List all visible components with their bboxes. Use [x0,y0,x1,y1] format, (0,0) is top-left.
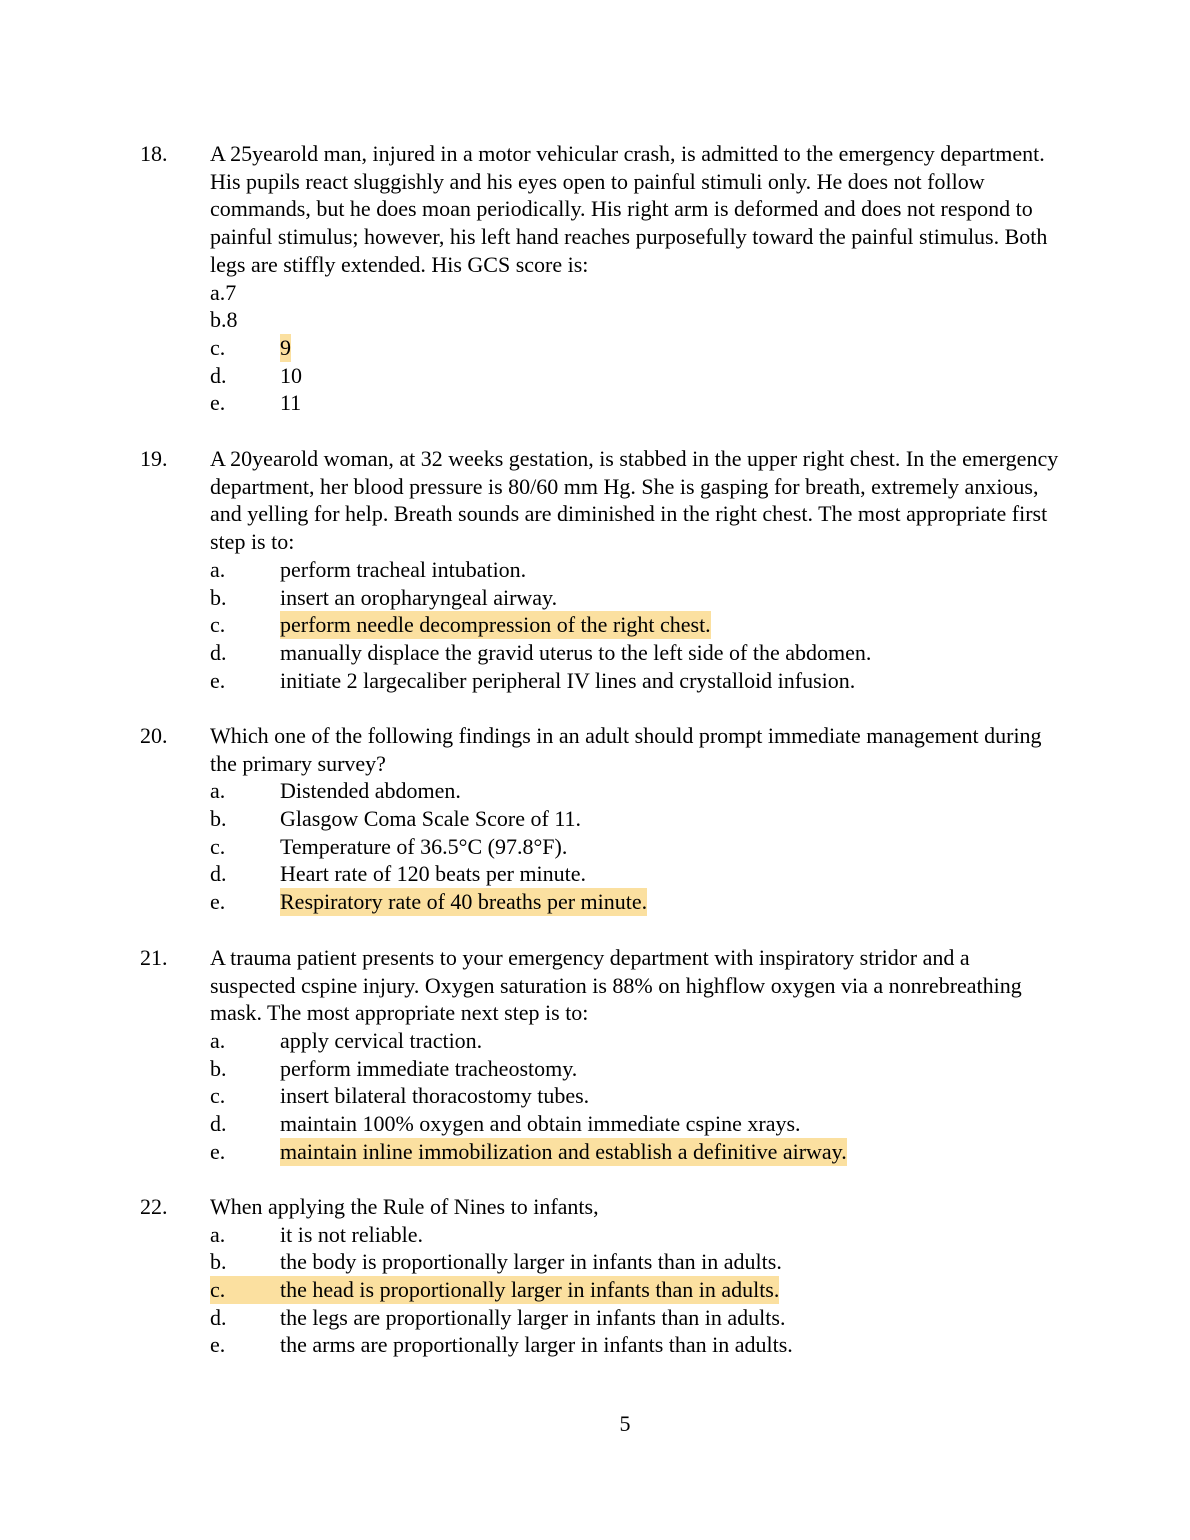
option-letter: d. [210,1111,227,1137]
option-letter: b.8 [210,307,238,333]
option-e [210,667,1060,695]
option-letter: a.7 [210,279,237,305]
option-b [210,1248,1060,1276]
option-letter: b. [210,1055,227,1081]
option-e [210,1138,1060,1166]
question-stem: When applying the Rule of Nines to infants, [210,1194,599,1219]
option-text: 11 [280,390,302,416]
option-text: maintain 100% oxygen and obtain immediate cspine xrays. [280,1111,801,1137]
option-a [210,279,1060,307]
option-text: perform immediate tracheostomy. [280,1055,578,1081]
option-text-highlighted: perform needle decompression of the right chest. [280,612,711,638]
option-letter: d. [210,861,227,887]
option-d [210,639,1060,667]
option-text: it is not reliable. [280,1221,423,1247]
option-b [210,1055,1060,1083]
option-letter: a. [210,1221,226,1247]
option-e [210,389,1060,417]
option-text: Temperature of 36.5°C (97.8°F). [280,833,568,859]
question-number: 22. [140,1194,168,1219]
option-letter: d. [210,639,227,665]
option-a [210,1027,1060,1055]
option-text: insert an oropharyngeal airway. [280,584,558,610]
option-b [210,306,1060,334]
option-text: Distended abdomen. [280,778,461,804]
question-20 [140,722,1060,916]
option-text-highlighted: Respiratory rate of 40 breaths per minute. [280,889,648,915]
option-letter: a. [210,556,226,582]
option-text-highlighted: maintain inline immobilization and establish a definitive airway. [280,1138,847,1164]
option-letter: b. [210,584,227,610]
option-letter: e. [210,1332,226,1358]
question-number: 20. [140,723,168,748]
option-e [210,888,1060,916]
option-b [210,805,1060,833]
option-letter: e. [210,390,226,416]
question-number: 21. [140,945,168,970]
option-letter: c. [210,833,226,859]
option-text: insert bilateral thoracostomy tubes. [280,1083,590,1109]
option-c [210,611,1060,639]
option-letter: b. [210,806,227,832]
option-letter: c. [210,1083,226,1109]
option-d [210,1304,1060,1332]
option-letter: c. [210,1276,280,1304]
question-stem: Which one of the following findings in an adult should prompt immediate management during the primary survey? [210,723,1042,776]
option-b [210,584,1060,612]
option-letter: e. [210,1138,226,1164]
question-21 [140,944,1060,1166]
option-letter: e. [210,667,226,693]
option-text-highlighted: 9 [280,334,291,360]
question-stem: A 20yearold woman, at 32 weeks gestation, is stabbed in the upper right chest. In the emergency department, her blood pressure is 80/60 mm Hg. She is gasping for breath, extremely anxious, and yelling for help. Breath sounds are diminished in the right chest. The most appropriate first step is to: [210,446,1059,555]
option-a [210,556,1060,584]
option-c [210,334,1060,362]
option-d [210,1110,1060,1138]
option-d [210,860,1060,888]
option-text-highlighted: the head is proportionally larger in infants than in adults. [280,1277,780,1303]
option-text: manually displace the gravid uterus to the left side of the abdomen. [280,639,872,665]
question-18 [140,140,1060,417]
option-c [210,1082,1060,1110]
option-text: Glasgow Coma Scale Score of 11. [280,806,582,832]
option-e [210,1331,1060,1359]
option-letter: c. [210,612,226,638]
question-number: 19. [140,446,168,471]
option-text: 10 [280,362,302,388]
question-stem: A trauma patient presents to your emergency department with inspiratory stridor and a suspected cspine injury. Oxygen saturation is 88% on highflow oxygen via a nonrebreathing mask. The most appropriate next step is to: [210,945,1022,1026]
option-text: the body is proportionally larger in infants than in adults. [280,1249,782,1275]
option-a [210,777,1060,805]
question-stem: A 25yearold man, injured in a motor vehicular crash, is admitted to the emergency department. His pupils react sluggishly and his eyes open to painful stimuli only. He does not follow commands, but he does moan periodically. His right arm is deformed and does not respond to painful stimulus; however, his left hand reaches purposefully toward the painful stimulus. Both legs are stiffly extended. His GCS score is: [210,141,1048,277]
option-text: apply cervical traction. [280,1028,483,1054]
option-c [210,833,1060,861]
option-letter: b. [210,1249,227,1275]
option-letter: a. [210,1028,226,1054]
question-19 [140,445,1060,694]
option-text: initiate 2 largecaliber peripheral IV lines and crystalloid infusion. [280,667,856,693]
option-text: the arms are proportionally larger in infants than in adults. [280,1332,793,1358]
option-d [210,362,1060,390]
option-letter: d. [210,362,227,388]
option-a [210,1221,1060,1249]
option-letter: a. [210,778,226,804]
option-letter: c. [210,334,226,360]
question-22 [140,1193,1060,1359]
question-number: 18. [140,141,168,166]
option-text: Heart rate of 120 beats per minute. [280,861,587,887]
option-text: perform tracheal intubation. [280,556,527,582]
page-number: 5 [619,1411,631,1436]
option-letter: e. [210,889,226,915]
option-letter: d. [210,1304,227,1330]
option-c [210,1276,1060,1304]
option-text: the legs are proportionally larger in infants than in adults. [280,1304,786,1330]
